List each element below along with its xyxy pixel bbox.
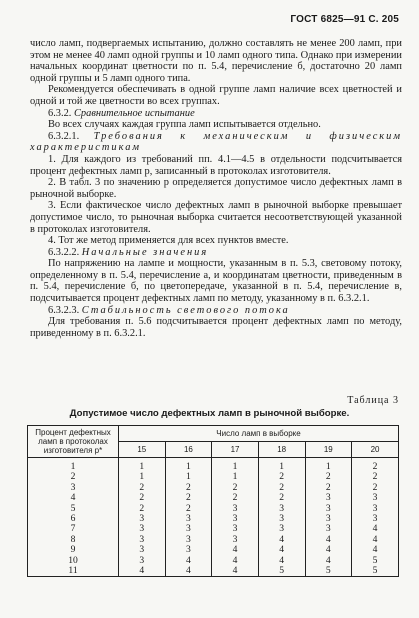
- column-header: 18: [258, 442, 305, 458]
- section-heading-6-3-2-1: [30, 131, 402, 154]
- table-cell: 3: [258, 504, 305, 514]
- defects-table: [27, 425, 399, 577]
- table-cell: 2: [352, 472, 399, 482]
- table-cell: 2: [305, 472, 352, 482]
- section-heading-6-3-2-2: [30, 247, 402, 259]
- table-row: [28, 493, 399, 503]
- paragraph: 4. Тот же метод применяется для всех пунктов вместе.: [48, 235, 289, 247]
- table-cell: 4: [258, 556, 305, 566]
- column-header: 19: [305, 442, 352, 458]
- table-cell: 2: [352, 458, 399, 473]
- table-cell-percent: 11: [28, 566, 119, 577]
- table-cell-percent: 9: [28, 545, 119, 555]
- table-cell: 4: [258, 545, 305, 555]
- table-cell: 4: [305, 556, 352, 566]
- table-cell: 3: [305, 524, 352, 534]
- table-cell: 3: [165, 545, 212, 555]
- table-row: [28, 545, 399, 555]
- column-header: 17: [212, 442, 259, 458]
- table-cell: 2: [165, 504, 212, 514]
- column-header: 16: [165, 442, 212, 458]
- paragraph: По напряжению на лампе и мощности, указанным в п. 5.3, световому потоку, определенному в п. 5.4, перечисление а, и координатам цветности, приведенным в п. 5.4, перечисление б, по цветопередаче, указанной в п. 5.4, перечисление в, подсчитывается процент дефектных ламп по методу, указанному в п. 6.3.2.1.: [30, 258, 402, 305]
- column-group-header: Число ламп в выборке: [119, 426, 399, 442]
- table-title: Допустимое число дефектных ламп в рыночной выборке.: [69, 408, 350, 419]
- table-cell: 3: [119, 514, 166, 524]
- paragraph: Во всех случаях каждая группа ламп испытывается отдельно.: [48, 119, 321, 131]
- table-cell-percent: 3: [28, 483, 119, 493]
- table-cell: 2: [165, 483, 212, 493]
- table-cell: 4: [305, 545, 352, 555]
- document-body: [30, 38, 402, 339]
- table-cell: 3: [119, 524, 166, 534]
- table-cell-percent: 6: [28, 514, 119, 524]
- section-number: 6.3.2.1.: [48, 130, 80, 142]
- table-cell: 2: [305, 483, 352, 493]
- table-cell: 1: [212, 458, 259, 473]
- section-title: Сравнительное испытание: [74, 107, 195, 119]
- paragraph: 3. Если фактическое число дефектных ламп в рыночной выборке превышает допустимое число, то рыночная выборка считается несоответствующей указанной в протоколах изготовителя.: [30, 200, 402, 235]
- table-cell-percent: 10: [28, 556, 119, 566]
- section-title: Начальные значения: [81, 246, 209, 258]
- section-title: Стабильность светового потока: [81, 304, 290, 316]
- table-cell: 4: [165, 566, 212, 577]
- table-cell: 2: [119, 504, 166, 514]
- table-cell: 5: [352, 556, 399, 566]
- table-cell-percent: 1: [28, 458, 119, 473]
- table-cell-percent: 2: [28, 472, 119, 482]
- table-cell: 5: [305, 566, 352, 577]
- table-row: [28, 524, 399, 534]
- table-cell: 2: [258, 493, 305, 503]
- table-cell: 2: [212, 493, 259, 503]
- table-cell-percent: 8: [28, 535, 119, 545]
- table-cell: 4: [212, 556, 259, 566]
- table-cell: 1: [119, 472, 166, 482]
- table-cell: 3: [258, 514, 305, 524]
- page-header: ГОСТ 6825—91 С. 205: [290, 14, 399, 25]
- table-cell: 3: [212, 535, 259, 545]
- paragraph: число ламп, подвергаемых испытанию, должно составлять не менее 200 ламп, при этом не менее 40 ламп одной группы и 10 ламп одного типа. Однако при измерении начальных координат цветности по п. 5.4, перечисление б, достаточно 20 ламп одной группы и 5 ламп одного типа.: [30, 38, 402, 84]
- table-cell: 4: [119, 566, 166, 577]
- table-row: [28, 504, 399, 514]
- table-row: [28, 458, 399, 473]
- table-cell: 1: [258, 458, 305, 473]
- table-cell: 4: [165, 556, 212, 566]
- table-cell-percent: 4: [28, 493, 119, 503]
- column-header-percent: Процент дефектных ламп в протоколах изготовителя p*: [28, 426, 119, 458]
- table-cell: 3: [305, 504, 352, 514]
- table-cell: 3: [212, 504, 259, 514]
- table-cell: 1: [212, 472, 259, 482]
- table-row: [28, 483, 399, 493]
- table-cell: 3: [352, 493, 399, 503]
- section-number: 6.3.2.2.: [48, 246, 80, 258]
- column-header: 20: [352, 442, 399, 458]
- table-cell: 1: [165, 458, 212, 473]
- table-cell: 3: [212, 524, 259, 534]
- table-row: [28, 556, 399, 566]
- table-cell: 4: [212, 566, 259, 577]
- table-cell: 2: [352, 483, 399, 493]
- table-row: [28, 472, 399, 482]
- table-cell: 4: [212, 545, 259, 555]
- table-cell: 2: [165, 493, 212, 503]
- table-cell: 4: [305, 535, 352, 545]
- paragraph: Для требования п. 5.6 подсчитывается процент дефектных ламп по методу, приведенному в п. 6.3.2.1.: [30, 316, 402, 339]
- table-cell: 4: [352, 545, 399, 555]
- table-row: [28, 566, 399, 577]
- table-cell: 3: [352, 504, 399, 514]
- table-cell: 3: [258, 524, 305, 534]
- section-heading-6-3-2-3: [30, 305, 402, 317]
- table-cell: 3: [165, 524, 212, 534]
- table-cell: 3: [119, 556, 166, 566]
- table-cell: 1: [165, 472, 212, 482]
- table-cell: 1: [305, 458, 352, 473]
- table-cell: 4: [258, 535, 305, 545]
- table-cell: 2: [119, 483, 166, 493]
- table-cell: 2: [258, 472, 305, 482]
- table-cell: 3: [119, 535, 166, 545]
- section-title: Требования к механическим и физическим характеристикам: [30, 130, 402, 154]
- table-cell: 2: [258, 483, 305, 493]
- table-cell: 3: [165, 514, 212, 524]
- table-cell: 2: [212, 483, 259, 493]
- table-cell: 2: [119, 493, 166, 503]
- table-cell: 4: [352, 524, 399, 534]
- table-cell-percent: 7: [28, 524, 119, 534]
- table-row: [28, 514, 399, 524]
- table-cell: 5: [258, 566, 305, 577]
- table-cell: 4: [352, 535, 399, 545]
- section-number: 6.3.2.3.: [48, 304, 80, 316]
- table-cell: 3: [305, 493, 352, 503]
- section-number: 6.3.2.: [48, 107, 72, 119]
- section-heading-6-3-2: [30, 108, 402, 120]
- paragraph: 1. Для каждого из требований пп. 4.1—4.5 в отдельности подсчитывается процент дефектных ламп p, записанный в протоколах изготовителя.: [30, 153, 402, 177]
- table-cell: 3: [165, 535, 212, 545]
- table-cell: 5: [352, 566, 399, 577]
- table-cell-percent: 5: [28, 504, 119, 514]
- paragraph: Рекомендуется обеспечивать в одной группе ламп наличие всех цветностей и одной и той же цветности во всех группах.: [30, 84, 402, 107]
- paragraph: 2. В табл. 3 по значению p определяется допустимое число дефектных ламп в рыночной выборке.: [30, 177, 402, 200]
- table-row: [28, 535, 399, 545]
- table-cell: 1: [119, 458, 166, 473]
- table-caption: Таблица 3: [347, 395, 399, 406]
- table-cell: 3: [352, 514, 399, 524]
- table-cell: 3: [305, 514, 352, 524]
- table-cell: 3: [119, 545, 166, 555]
- column-header: 15: [119, 442, 166, 458]
- table-cell: 3: [212, 514, 259, 524]
